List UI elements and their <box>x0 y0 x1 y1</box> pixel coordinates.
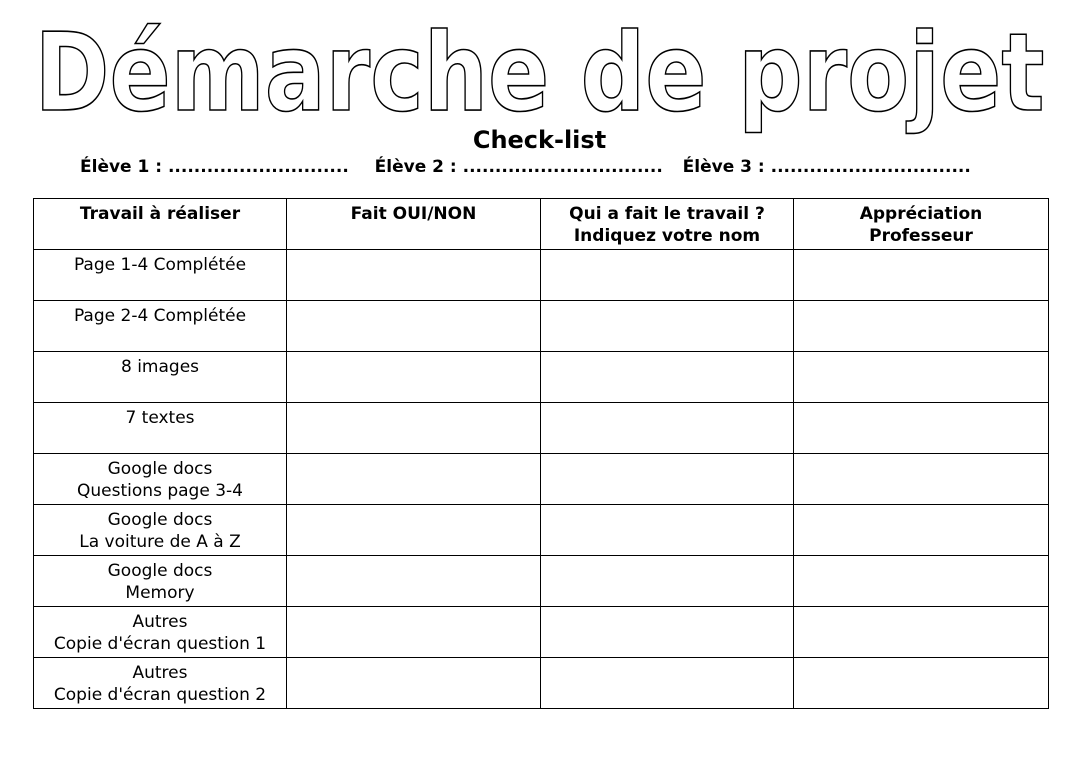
task-cell: 8 images <box>34 352 287 403</box>
student-2-blank[interactable]: ............................... <box>462 157 663 177</box>
teacher-cell[interactable] <box>794 352 1049 403</box>
teacher-cell[interactable] <box>794 301 1049 352</box>
table-row <box>34 250 1049 301</box>
who-cell[interactable] <box>541 403 794 454</box>
done-cell[interactable] <box>287 556 541 607</box>
task-cell: Autres Copie d'écran question 1 <box>34 607 287 658</box>
table-row <box>34 352 1049 403</box>
teacher-cell[interactable] <box>794 454 1049 505</box>
task-cell: Page 1-4 Complétée <box>34 250 287 301</box>
header-qui: Qui a fait le travail ? Indiquez votre nom <box>541 199 794 250</box>
who-cell[interactable] <box>541 556 794 607</box>
table-header-row <box>34 199 1049 250</box>
task-cell: Google docs Questions page 3-4 <box>34 454 287 505</box>
who-cell[interactable] <box>541 250 794 301</box>
who-cell[interactable] <box>541 505 794 556</box>
done-cell[interactable] <box>287 403 541 454</box>
who-cell[interactable] <box>541 607 794 658</box>
task-cell: Autres Copie d'écran question 2 <box>34 658 287 709</box>
teacher-cell[interactable] <box>794 658 1049 709</box>
done-cell[interactable] <box>287 505 541 556</box>
who-cell[interactable] <box>541 658 794 709</box>
student-1-label: Élève 1 : <box>80 157 163 177</box>
page-title-text: Démarche de projet <box>34 11 1045 135</box>
header-travail: Travail à réaliser <box>34 199 287 250</box>
header-fait: Fait OUI/NON <box>287 199 541 250</box>
table-row <box>34 658 1049 709</box>
task-cell: Google docs La voiture de A à Z <box>34 505 287 556</box>
student-1-blank[interactable]: ............................ <box>167 157 349 177</box>
who-cell[interactable] <box>541 301 794 352</box>
table-row <box>34 505 1049 556</box>
who-cell[interactable] <box>541 352 794 403</box>
task-cell: 7 textes <box>34 403 287 454</box>
student-2-label: Élève 2 : <box>374 157 457 177</box>
table-row <box>34 403 1049 454</box>
table-row <box>34 454 1049 505</box>
table-row <box>34 556 1049 607</box>
done-cell[interactable] <box>287 658 541 709</box>
student-3-blank[interactable]: ............................... <box>770 157 971 177</box>
subtitle: Check-list <box>472 126 607 154</box>
teacher-cell[interactable] <box>794 403 1049 454</box>
table-row <box>34 301 1049 352</box>
task-cell: Google docs Memory <box>34 556 287 607</box>
student-3-label: Élève 3 : <box>682 157 765 177</box>
table-row <box>34 607 1049 658</box>
done-cell[interactable] <box>287 301 541 352</box>
teacher-cell[interactable] <box>794 556 1049 607</box>
checklist-table <box>33 198 1049 709</box>
done-cell[interactable] <box>287 607 541 658</box>
page-title <box>0 0 1079 135</box>
done-cell[interactable] <box>287 352 541 403</box>
header-appreciation: Appréciation Professeur <box>794 199 1049 250</box>
teacher-cell[interactable] <box>794 250 1049 301</box>
teacher-cell[interactable] <box>794 505 1049 556</box>
done-cell[interactable] <box>287 454 541 505</box>
task-cell: Page 2-4 Complétée <box>34 301 287 352</box>
teacher-cell[interactable] <box>794 607 1049 658</box>
done-cell[interactable] <box>287 250 541 301</box>
who-cell[interactable] <box>541 454 794 505</box>
student-names-line <box>80 156 971 178</box>
